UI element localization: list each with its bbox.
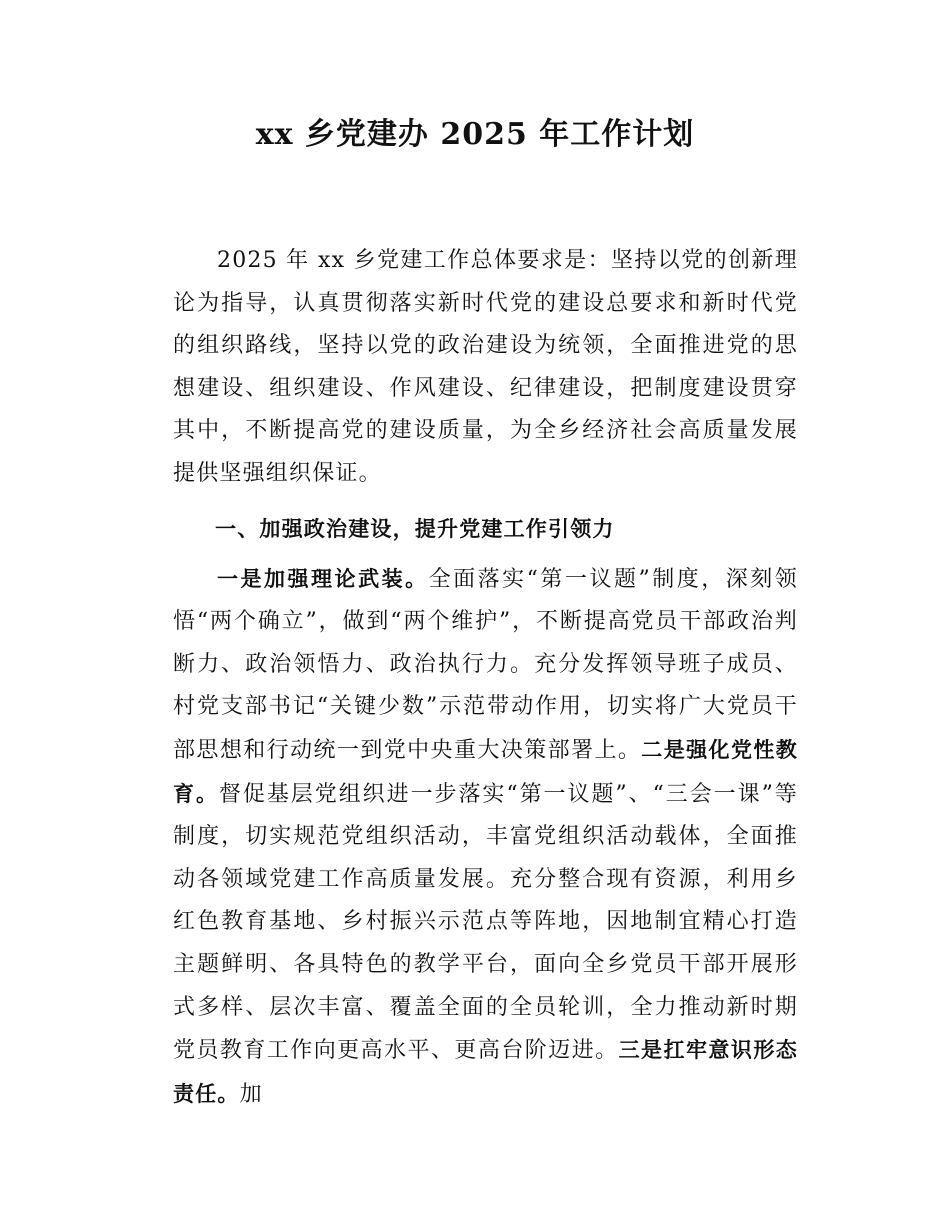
point-2-label: 二是强化党性教育。 [173, 737, 798, 806]
intro-paragraph: 2025 年 xx 乡党建工作总体要求是：坚持以党的创新理论为指导，认真贯彻落实新时代党的建设总要求和新时代党的组织路线，坚持以党的政治建设为统领，全面推进党的思想建设、组织建设、作风建设、纪律建设，把制度建设贯穿其中，不断提高党的建设质量，为全乡经济社会高质量发展提供坚强组织保证。 [173, 248, 798, 486]
point-2-text: 督促基层党组织进一步落实“第一议题”、“三会一课”等制度，切实规范党组织活动，丰富党组织活动载体，全面推动各领域党建工作高质量发展。充分整合现有资源，利用乡红色教育基地、乡村振兴示范点等阵地，因地制宜精心打造主题鲜明、各具特色的教学平台，面向全乡党员干部开展形式多样、层次丰富、覆盖全面的全员轮训，全力推动新时期党员教育工作向更高水平、更高台阶迈进。 [173, 781, 798, 1064]
section-heading-1: 一、加强政治建设，提升党建工作引领力 [215, 516, 615, 541]
point-1-label: 一是加强理论武装。 [217, 566, 429, 591]
point-3-text: 加 [239, 1081, 263, 1107]
point-1-text: 全面落实“第一议题”制度，深刻领悟“两个确立”，做到“两个维护”，不断提高党员干部政治判断力、政治领悟力、政治执行力。充分发挥领导班子成员、村党支部书记“关键少数”示范带动作用，切实将广大党员干部思想和行动统一到党中央重大决策部署上。 [173, 566, 798, 763]
document-body [173, 240, 798, 1116]
document-title: xx 乡党建办 2025 年工作计划 [255, 117, 695, 152]
section-1-paragraph [173, 558, 798, 1117]
point-3-label: 三是扛牢意识形态责任。 [173, 1038, 798, 1106]
